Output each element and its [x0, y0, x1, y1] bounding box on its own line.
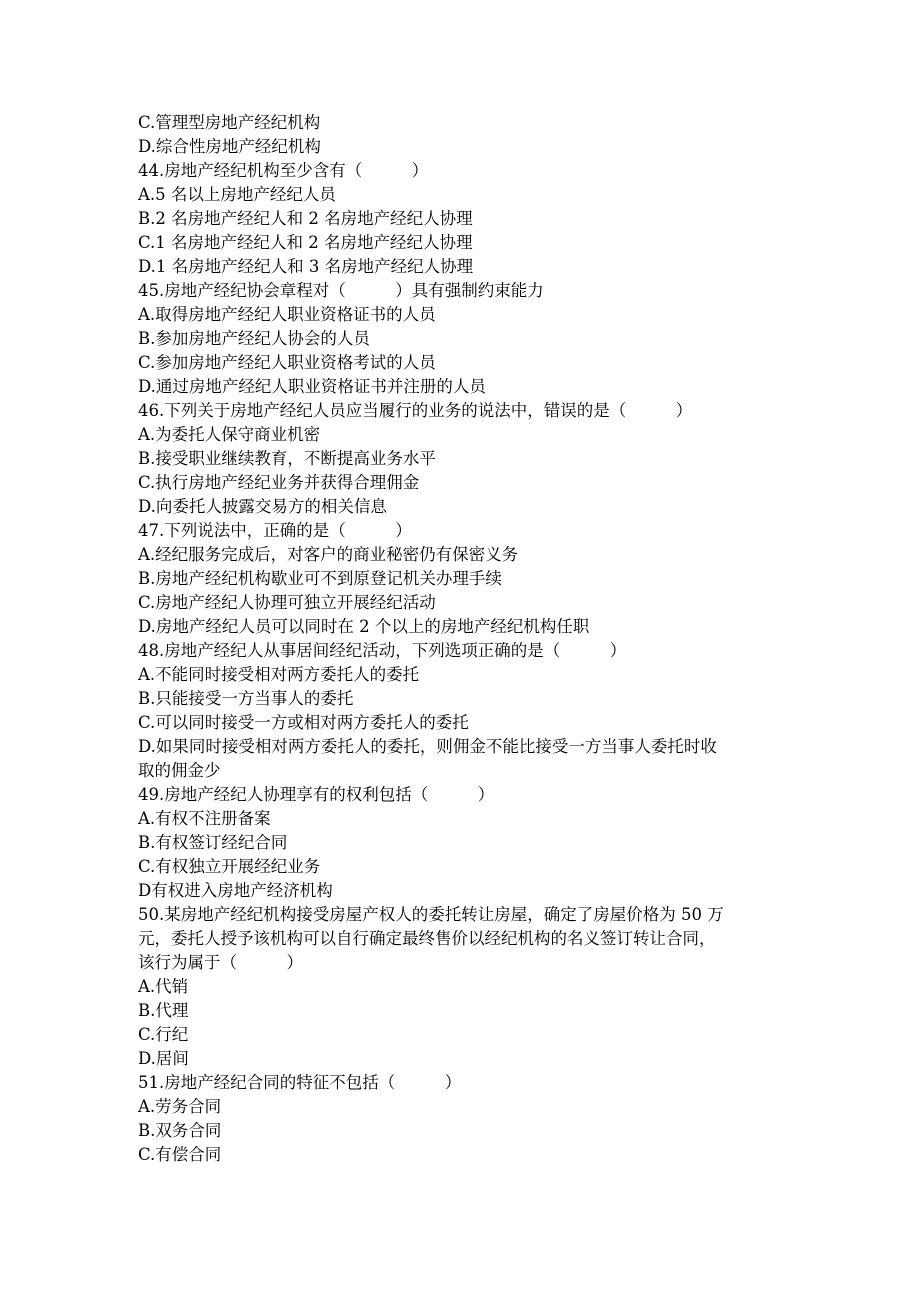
- option-line: B.2 名房地产经纪人和 2 名房地产经纪人协理: [138, 209, 473, 228]
- option-line: A.5 名以上房地产经纪人员: [138, 185, 336, 204]
- option-line: D.居间: [138, 1049, 189, 1068]
- question-line: 44.房地产经纪机构至少含有（ ）: [138, 161, 429, 180]
- question-line-continued: 该行为属于（ ）: [138, 953, 303, 972]
- option-line: B.代理: [138, 1001, 189, 1020]
- question-line: 51.房地产经纪合同的特征不包括（ ）: [138, 1073, 462, 1092]
- option-line: B.有权签订经纪合同: [138, 833, 288, 852]
- option-line: C.执行房地产经纪业务并获得合理佣金: [138, 473, 420, 492]
- option-line: C.行纪: [138, 1025, 189, 1044]
- option-line: A.有权不注册备案: [138, 809, 271, 828]
- option-line: A.经纪服务完成后，对客户的商业秘密仍有保密义务: [138, 545, 519, 564]
- question-line-continued: 元，委托人授予该机构可以自行确定最终售价以经纪机构的名义签订转让合同，: [138, 929, 716, 948]
- option-line: C.有权独立开展经纪业务: [138, 857, 321, 876]
- option-line: A.取得房地产经纪人职业资格证书的人员: [138, 305, 436, 324]
- question-line: 50.某房地产经纪机构接受房屋产权人的委托转让房屋，确定了房屋价格为 50 万: [138, 905, 724, 924]
- option-line: A.代销: [138, 977, 189, 996]
- option-line: B.接受职业继续教育，不断提高业务水平: [138, 449, 436, 468]
- option-line: C.1 名房地产经纪人和 2 名房地产经纪人协理: [138, 233, 473, 252]
- option-line: C.可以同时接受一方或相对两方委托人的委托: [138, 713, 469, 732]
- question-line: 45.房地产经纪协会章程对（ ）具有强制约束能力: [138, 281, 544, 300]
- option-line: C.参加房地产经纪人职业资格考试的人员: [138, 353, 436, 372]
- option-line: A.劳务合同: [138, 1097, 222, 1116]
- option-line: B.只能接受一方当事人的委托: [138, 689, 354, 708]
- option-line: B.双务合同: [138, 1121, 222, 1140]
- option-line: D有权进入房地产经济机构: [138, 881, 333, 900]
- option-line: B.参加房地产经纪人协会的人员: [138, 329, 370, 348]
- option-line: C.房地产经纪人协理可独立开展经纪活动: [138, 593, 436, 612]
- question-line: 47.下列说法中，正确的是（ ）: [138, 521, 412, 540]
- question-line: 49.房地产经纪人协理享有的权利包括（ ）: [138, 785, 495, 804]
- option-line: C.管理型房地产经纪机构: [138, 113, 321, 132]
- option-line: D.如果同时接受相对两方委托人的委托，则佣金不能比接受一方当事人委托时收: [138, 737, 717, 756]
- option-line: B.房地产经纪机构歇业可不到原登记机关办理手续: [138, 569, 502, 588]
- option-line: A.为委托人保守商业机密: [138, 425, 321, 444]
- option-line: D.1 名房地产经纪人和 3 名房地产经纪人协理: [138, 257, 474, 276]
- question-line: 48.房地产经纪人从事居间经纪活动，下列选项正确的是（ ）: [138, 641, 627, 660]
- document-page: [138, 111, 788, 1167]
- option-line: D.向委托人披露交易方的相关信息: [138, 497, 387, 516]
- option-line-continued: 取的佣金少: [138, 761, 221, 780]
- option-line: C.有偿合同: [138, 1145, 222, 1164]
- option-line: D.综合性房地产经纪机构: [138, 137, 321, 156]
- question-line: 46.下列关于房地产经纪人员应当履行的业务的说法中，错误的是（ ）: [138, 401, 693, 420]
- option-line: D.通过房地产经纪人职业资格证书并注册的人员: [138, 377, 486, 396]
- option-line: A.不能同时接受相对两方委托人的委托: [138, 665, 420, 684]
- option-line: D.房地产经纪人员可以同时在 2 个以上的房地产经纪机构任职: [138, 617, 590, 636]
